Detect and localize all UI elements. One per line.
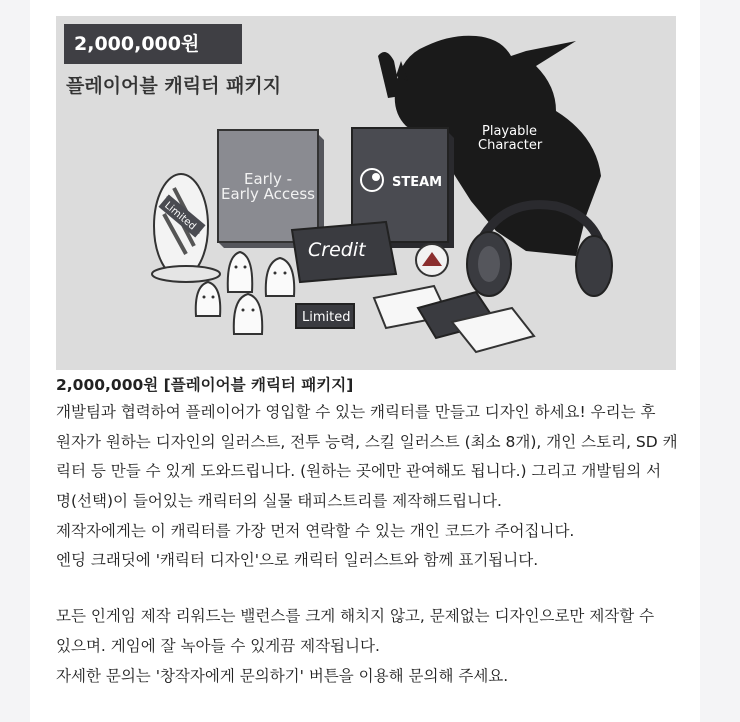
acrylic-stand (152, 174, 220, 282)
steam-label: STEAM (392, 175, 443, 190)
price-tag: 2,000,000원 (64, 24, 242, 64)
description-line: 제작자에게는 이 캐릭터를 가장 먼저 연락할 수 있는 개인 코드가 주어집니다. (56, 521, 575, 540)
description-line: 개발팀과 협력하여 플레이어가 영입할 수 있는 캐릭터를 만들고 디자인 하세요! 우리는 후 (56, 403, 656, 421)
reward-card (30, 0, 700, 722)
hero-subtitle: 플레이어블 캐릭터 패키지 (66, 75, 282, 97)
description-line: 릭터 등 만들 수 있게 도와드립니다. (원하는 곳에만 관여해도 됩니다.) 그리고 개발팀의 서 (56, 462, 662, 481)
paragraph-gap (56, 576, 668, 602)
limited-plate (296, 304, 354, 328)
reward-hero-image (56, 16, 676, 370)
credit-card (292, 222, 396, 282)
description-line: 있으며. 게임에 잘 녹아들 수 있게끔 제작됩니다. (56, 636, 380, 655)
description-line: 명(선택)이 들어있는 캐릭터의 실물 태피스트리를 제작해드립니다. (56, 492, 502, 511)
silhouette-label-line2: Character (478, 138, 543, 153)
limited-tag-label: Limited (162, 200, 198, 233)
early-access-label-1: Early - (243, 170, 293, 188)
reward-illustration (56, 16, 676, 370)
description-line: 엔딩 크래딧에 '캐릭터 디자인'으로 캐릭터 일러스트와 함께 표기됩니다. (56, 551, 539, 570)
description-line: 원자가 원하는 디자인의 일러스트, 전투 능력, 스킬 일러스트 (최소 8개), 개인 스토리, SD 캐 (56, 432, 678, 451)
credit-label: Credit (308, 239, 366, 261)
reward-description (56, 372, 678, 691)
silhouette-label-line1: Playable (482, 124, 537, 139)
chibi-figures (196, 252, 294, 334)
early-access-label-2: Early Access (221, 185, 315, 203)
description-line: 자세한 문의는 '창작자에게 문의하기' 버튼을 이용해 문의해 주세요. (56, 666, 509, 685)
description-line: 모든 인게임 제작 리워드는 밸런스를 크게 해치지 않고, 문제없는 디자인으로만 제작할 수 (56, 607, 655, 626)
limited-plate-label: Limited (302, 310, 351, 325)
reward-title: 2,000,000원 [플레이어블 캐릭터 패키지] (56, 376, 354, 394)
